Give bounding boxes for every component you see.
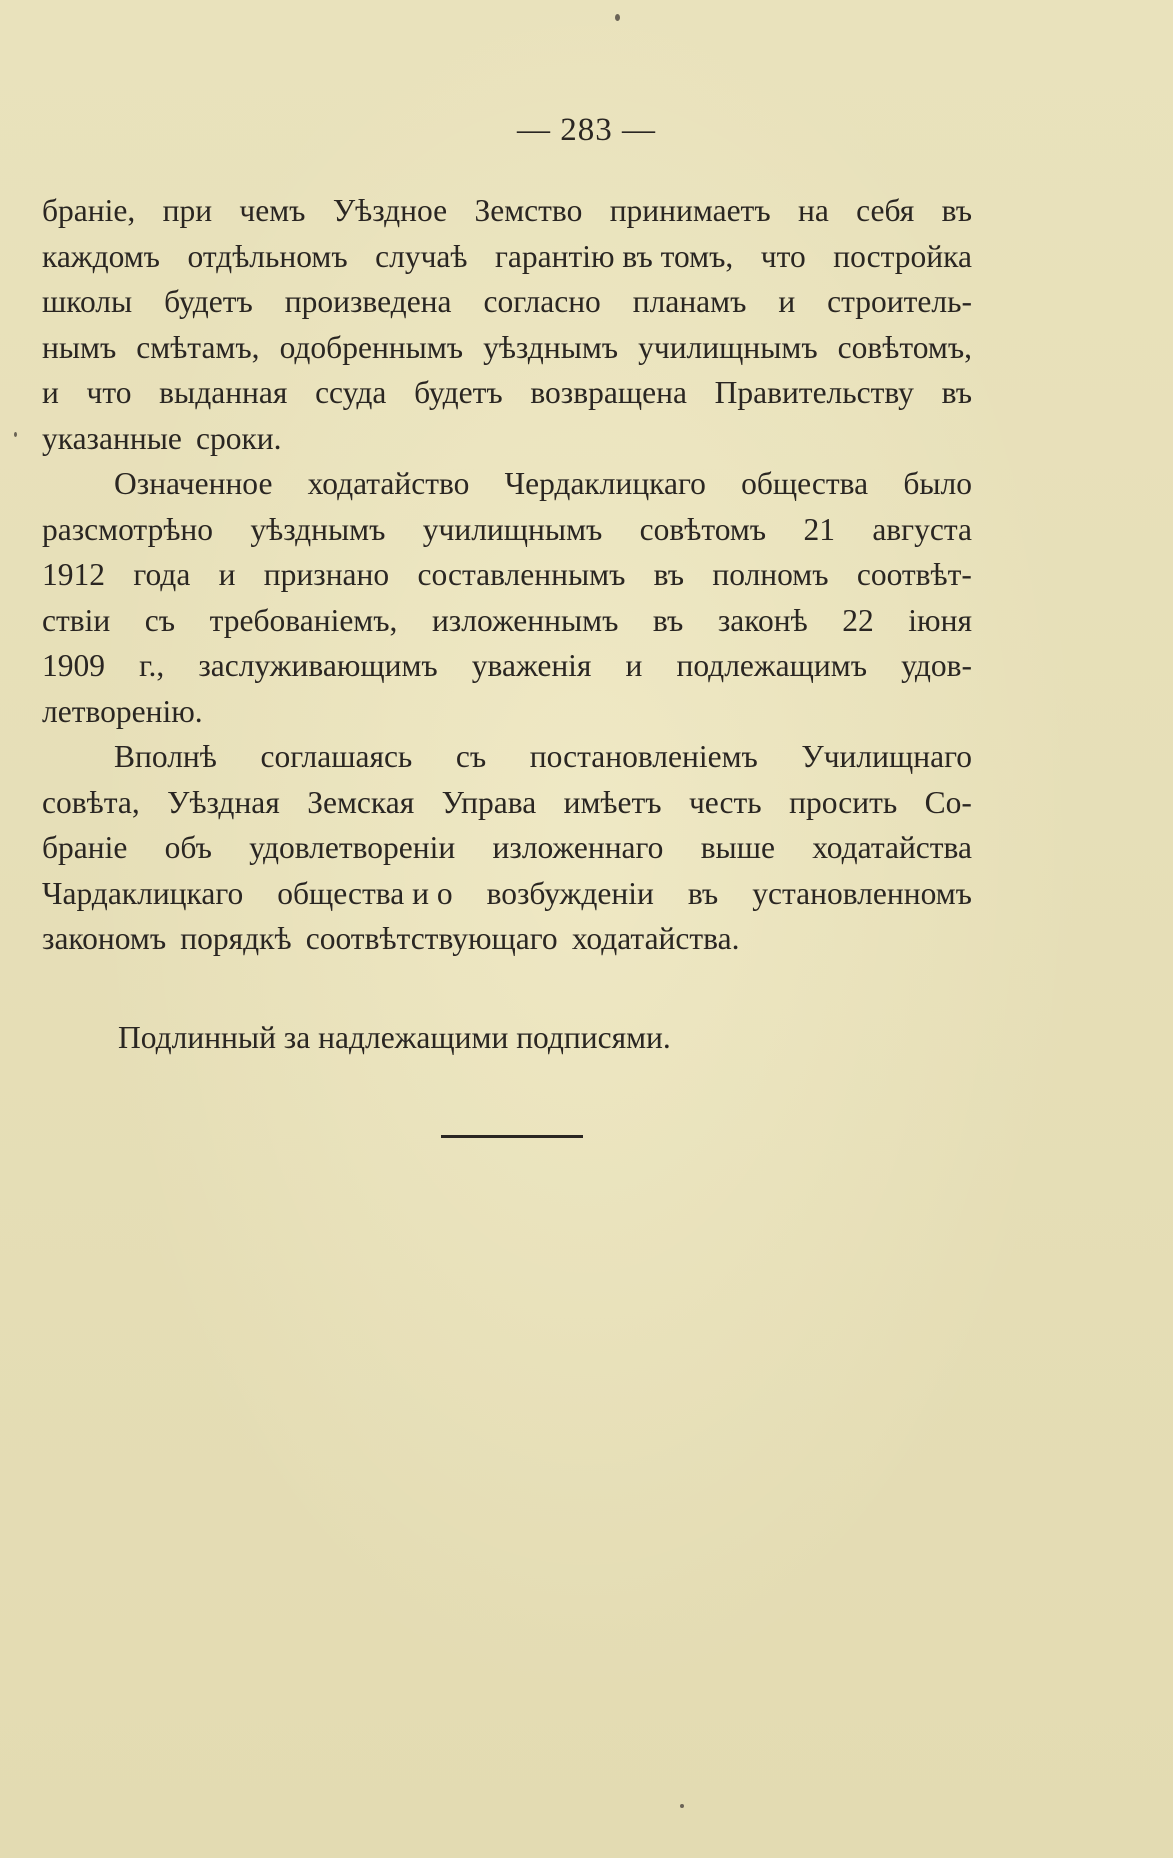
word: уваженія (471, 648, 592, 683)
word: законѣ (717, 602, 808, 638)
word: уѣзднымъ (250, 511, 386, 547)
body-text (42, 188, 972, 962)
word: соглашаясь (260, 739, 413, 774)
word: изложеннымъ (431, 602, 619, 638)
word: каждомъ (42, 238, 160, 274)
word: Чердаклицкаго (504, 466, 706, 501)
word: строитель- (827, 284, 972, 319)
word: г., (139, 648, 165, 683)
word: летворенію. (42, 693, 203, 729)
word: будетъ (164, 284, 253, 319)
word: было (903, 466, 972, 501)
text-line (42, 689, 972, 735)
word: въ (652, 602, 684, 638)
word: выданная (159, 375, 288, 410)
word: порядкѣ (180, 921, 292, 956)
word: Управа (441, 784, 537, 820)
word: совѣта, (42, 784, 140, 820)
word: соотвѣт- (856, 557, 972, 592)
word: себя (856, 193, 915, 228)
text-line (42, 871, 972, 917)
word: полномъ (712, 557, 829, 592)
paper-speck (680, 1804, 684, 1808)
word: Со- (924, 784, 972, 820)
word: произведена (284, 284, 452, 319)
word: установленномъ (752, 875, 972, 911)
text-line (42, 507, 972, 553)
word: 1909 (42, 648, 105, 683)
word: постановленіемъ (529, 739, 758, 774)
word: общества (741, 466, 869, 501)
text-line (42, 825, 972, 871)
word: будетъ (414, 375, 503, 410)
word: браніе, (42, 193, 136, 228)
word: іюня (908, 602, 972, 638)
word: школы (42, 284, 133, 319)
word: Уѣздная (167, 784, 280, 820)
word: планамъ (632, 284, 747, 319)
word: согласно (483, 284, 601, 319)
word: одобреннымъ (279, 329, 464, 365)
word: на (797, 193, 829, 228)
word: августа (872, 511, 972, 547)
word: требованіемъ, (209, 602, 398, 638)
word: разсмотрѣно (42, 511, 214, 547)
word: при (162, 193, 213, 228)
word: Чардаклицкаго (42, 875, 244, 911)
text-line (42, 279, 972, 325)
word: постройка (833, 238, 972, 274)
word: и (625, 648, 643, 683)
text-line (42, 234, 972, 280)
word: имѣетъ (563, 784, 662, 820)
word: указанные (42, 420, 182, 456)
word: нымъ (42, 329, 117, 365)
page-number: — 283 — (517, 112, 656, 148)
word: ствіи (42, 602, 111, 638)
text-line (42, 188, 972, 234)
word: съ (144, 602, 176, 638)
word: училищнымъ (638, 329, 818, 365)
paper-speck (14, 432, 17, 437)
word: въ (941, 193, 972, 228)
word: составленнымъ (417, 557, 626, 592)
word: въ (653, 557, 685, 592)
word: Означенное (114, 466, 273, 501)
word: 21 (803, 511, 835, 547)
text-line (42, 598, 972, 644)
word: ходатайство (307, 466, 470, 501)
word: удовлетвореніи (249, 830, 456, 865)
word: подлежащимъ (676, 648, 867, 683)
word: и (778, 284, 796, 319)
word: браніе (42, 830, 128, 865)
word: Земская (307, 784, 415, 820)
word: отдѣльномъ (187, 238, 348, 274)
word: принимаетъ (609, 193, 771, 228)
text-line (42, 734, 972, 780)
word: соотвѣтствующаго (305, 921, 558, 956)
word: въ (687, 875, 719, 911)
word: совѣтомъ, (837, 329, 972, 365)
closing-rule (441, 1135, 583, 1138)
word: смѣтамъ, (136, 329, 260, 365)
word: выше (700, 830, 775, 865)
word: гарантію въ томъ, (495, 238, 734, 274)
signature-note: Подлинный за надлежащими подписями. (118, 1020, 671, 1055)
word: Уѣздное (332, 193, 448, 228)
word: просить (789, 784, 898, 820)
text-line (42, 643, 972, 689)
word: случаѣ (375, 238, 468, 274)
word: чемъ (239, 193, 306, 228)
word: ходатайства (812, 830, 972, 865)
word: года (133, 557, 191, 592)
text-line (42, 916, 972, 962)
word: училищнымъ (422, 511, 603, 547)
text-line (42, 780, 972, 826)
word: общества и о (277, 875, 453, 911)
word: закономъ (42, 921, 167, 956)
text-line (42, 552, 972, 598)
word: уѣзднымъ (483, 329, 619, 365)
word: 22 (842, 602, 874, 638)
word: и (42, 375, 59, 410)
word: сроки. (196, 420, 282, 456)
paper-speck (615, 14, 620, 21)
word: признано (263, 557, 390, 592)
word: изложеннаго (492, 830, 664, 865)
word: Вполнѣ (114, 739, 217, 774)
word: объ (164, 830, 212, 865)
word: Училищнаго (801, 739, 972, 774)
word: ссуда (315, 375, 387, 410)
word: ходатайства. (571, 921, 740, 956)
word: 1912 (42, 557, 105, 592)
word: съ (455, 739, 487, 774)
word: въ (941, 375, 972, 410)
word: возвращена (530, 375, 687, 410)
word: заслуживающимъ (198, 648, 438, 683)
word: что (86, 375, 132, 410)
text-line (42, 325, 972, 371)
word: и (218, 557, 236, 592)
word: удов- (901, 648, 972, 683)
text-line (42, 416, 972, 462)
text-line (42, 370, 972, 416)
word: Правительству (714, 375, 914, 410)
word: совѣтомъ (639, 511, 767, 547)
word: честь (688, 784, 762, 820)
word: что (760, 238, 806, 274)
word: Земство (474, 193, 583, 228)
text-line (42, 461, 972, 507)
word: возбужденіи (486, 875, 654, 911)
